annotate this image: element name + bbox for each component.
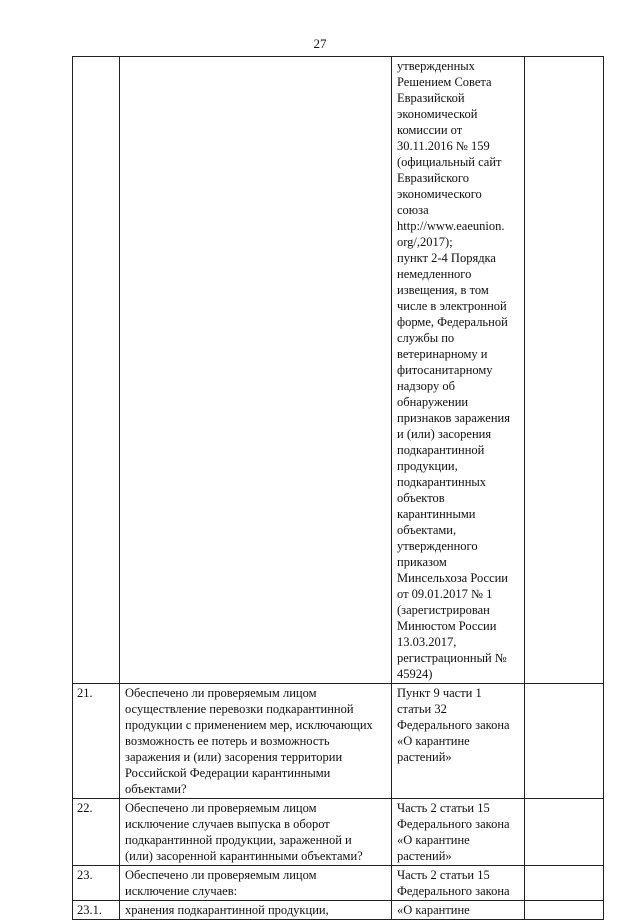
legal-reference <box>392 901 525 920</box>
question-line: (или) засоренной карантинными объектами? <box>125 849 363 863</box>
requirement-question <box>120 57 392 684</box>
reference-line: обнаружении <box>397 395 469 409</box>
legal-reference <box>392 684 525 799</box>
row-number <box>73 57 120 684</box>
reference-line: и (или) засорения <box>397 427 492 441</box>
requirement-question <box>120 684 392 799</box>
reference-line: Федерального закона <box>397 884 510 898</box>
table-row <box>73 684 604 799</box>
question-line: заражения и (или) засорения территории <box>125 750 343 764</box>
reference-line: надзору об <box>397 379 455 393</box>
row-number: 22. <box>73 799 120 866</box>
row-number: 23.1. <box>73 901 120 920</box>
reference-line: карантинными <box>397 507 476 521</box>
reference-line: «О карантине <box>397 903 470 917</box>
reference-line: форме, Федеральной <box>397 315 508 329</box>
question-line: подкарантинной продукции, зараженной и <box>125 833 352 847</box>
reference-line: экономического <box>397 187 482 201</box>
answer-cell <box>525 866 604 901</box>
question-line: хранения подкарантинной продукции, <box>125 903 329 917</box>
legal-reference <box>392 799 525 866</box>
reference-line: утвержденных <box>397 59 475 73</box>
reference-line: Федерального закона <box>397 817 510 831</box>
question-line: Российской Федерации карантинными <box>125 766 331 780</box>
reference-line: фитосанитарному <box>397 363 493 377</box>
reference-line: числе в электронной <box>397 299 507 313</box>
answer-cell <box>525 799 604 866</box>
table-row <box>73 866 604 901</box>
reference-line: службы по <box>397 331 455 345</box>
reference-line: Минсельхоза России <box>397 571 508 585</box>
question-line: исключение случаев выпуска в оборот <box>125 817 330 831</box>
reference-line: подкарантинной <box>397 443 485 457</box>
reference-line: 30.11.2016 № 159 <box>397 139 490 153</box>
reference-line: «О карантине <box>397 833 470 847</box>
reference-line: приказом <box>397 555 447 569</box>
question-line: Обеспечено ли проверяемым лицом <box>125 801 317 815</box>
reference-line: извещения, в том <box>397 283 489 297</box>
question-line: осуществление перевозки подкарантинной <box>125 702 354 716</box>
reference-line: союза <box>397 203 429 217</box>
table-row <box>73 799 604 866</box>
answer-cell <box>525 684 604 799</box>
reference-line: комиссии от <box>397 123 463 137</box>
reference-line: (зарегистрирован <box>397 603 490 617</box>
question-line: объектами? <box>125 782 187 796</box>
legal-reference <box>392 57 525 684</box>
requirement-question <box>120 799 392 866</box>
reference-line: растений» <box>397 750 452 764</box>
reference-line: org/,2017); <box>397 235 453 249</box>
reference-line: Федерального закона <box>397 718 510 732</box>
row-number: 23. <box>73 866 120 901</box>
reference-line: объектами, <box>397 523 457 537</box>
reference-line: Пункт 9 части 1 <box>397 686 482 700</box>
reference-line: статьи 32 <box>397 702 447 716</box>
reference-line: Часть 2 статьи 15 <box>397 801 490 815</box>
reference-line: «О карантине <box>397 734 470 748</box>
legal-reference <box>392 866 525 901</box>
question-line: Обеспечено ли проверяемым лицом <box>125 686 317 700</box>
reference-line: немедленного <box>397 267 472 281</box>
question-line: исключение случаев: <box>125 884 238 898</box>
table-row <box>73 57 604 684</box>
reference-line: от 09.01.2017 № 1 <box>397 587 493 601</box>
requirement-question <box>120 901 392 920</box>
reference-line: Евразийского <box>397 171 469 185</box>
reference-line: экономической <box>397 107 478 121</box>
question-line: Обеспечено ли проверяемым лицом <box>125 868 317 882</box>
reference-line: (официальный сайт <box>397 155 502 169</box>
table-row <box>73 901 604 920</box>
reference-line: http://www.eaeunion. <box>397 219 505 233</box>
requirements-table <box>72 56 604 920</box>
question-line: возможность ее потерь и возможность <box>125 734 330 748</box>
answer-cell <box>525 901 604 920</box>
reference-line: утвержденного <box>397 539 478 553</box>
reference-line: Часть 2 статьи 15 <box>397 868 490 882</box>
reference-line: подкарантинных <box>397 475 487 489</box>
reference-line: ветеринарному и <box>397 347 488 361</box>
reference-line: 45924) <box>397 667 433 681</box>
reference-line: пункт 2-4 Порядка <box>397 251 496 265</box>
reference-line: Минюстом России <box>397 619 497 633</box>
reference-line: продукции, <box>397 459 458 473</box>
reference-line: объектов <box>397 491 445 505</box>
answer-cell <box>525 57 604 684</box>
reference-line: регистрационный № <box>397 651 507 665</box>
question-line: продукции с применением мер, исключающих <box>125 718 373 732</box>
reference-line: Решением Совета <box>397 75 492 89</box>
reference-line: 13.03.2017, <box>397 635 457 649</box>
reference-line: Евразийской <box>397 91 465 105</box>
page-number: 27 <box>313 36 327 51</box>
reference-line: признаков заражения <box>397 411 510 425</box>
requirement-question <box>120 866 392 901</box>
reference-line: растений» <box>397 849 452 863</box>
row-number: 21. <box>73 684 120 799</box>
